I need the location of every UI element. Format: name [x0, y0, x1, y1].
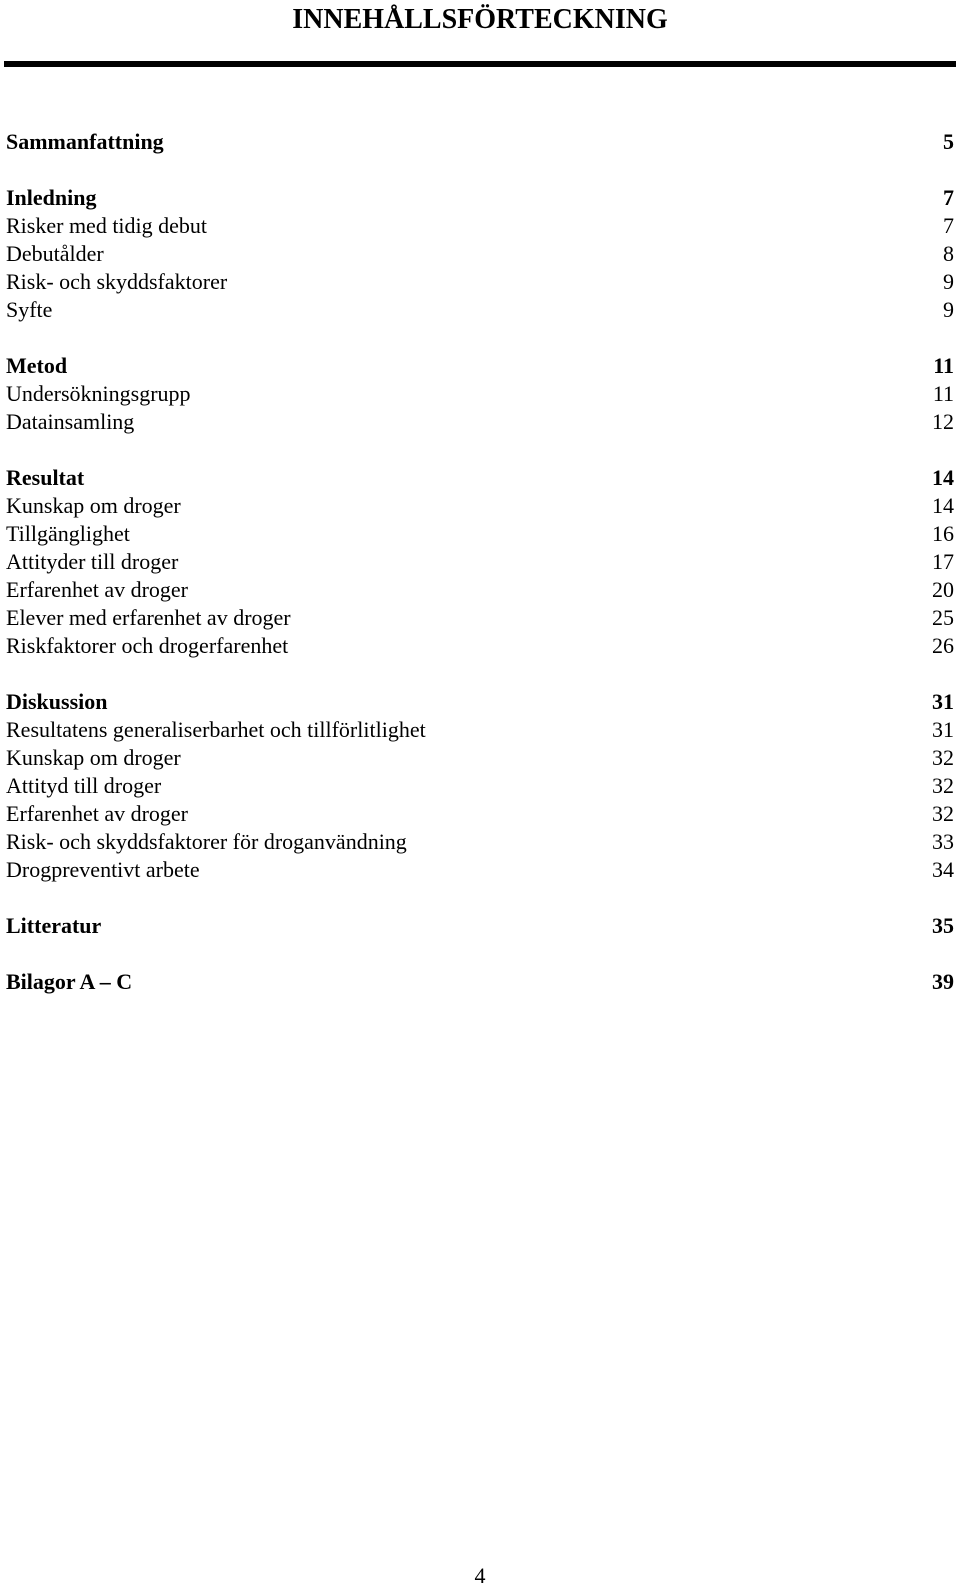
table-of-contents [6, 128, 954, 1024]
toc-heading-label: Resultat [6, 465, 85, 490]
toc-entry [6, 744, 954, 772]
toc-entry [6, 408, 954, 436]
toc-entry-label: Kunskap om droger [6, 493, 181, 518]
toc-entry-page: 20 [932, 577, 954, 602]
title-divider [4, 61, 956, 67]
toc-entry-label: Debutålder [6, 241, 104, 266]
toc-section [6, 128, 954, 156]
page-title: INNEHÅLLSFÖRTECKNING [292, 4, 668, 35]
toc-entry-label: Undersökningsgrupp [6, 381, 191, 406]
toc-section [6, 184, 954, 324]
toc-entry [6, 380, 954, 408]
toc-entry-label: Drogpreventivt arbete [6, 857, 200, 882]
toc-entry-label: Erfarenhet av droger [6, 801, 189, 826]
toc-entry-page: 12 [932, 409, 954, 434]
toc-entry [6, 604, 954, 632]
toc-section [6, 912, 954, 940]
toc-entry-label: Risk- och skyddsfaktorer för droganvändning [6, 829, 407, 854]
toc-entry [6, 632, 954, 660]
toc-entry-label: Erfarenhet av droger [6, 577, 189, 602]
toc-entry-label: Risk- och skyddsfaktorer [6, 269, 228, 294]
toc-entry-label: Attityder till droger [6, 549, 179, 574]
toc-entry [6, 240, 954, 268]
toc-heading-label: Metod [6, 353, 68, 378]
toc-entry [6, 576, 954, 604]
toc-entry-page: 33 [932, 829, 954, 854]
toc-heading [6, 968, 954, 996]
toc-heading [6, 184, 954, 212]
toc-entry [6, 856, 954, 884]
toc-entry [6, 828, 954, 856]
toc-entry [6, 492, 954, 520]
toc-heading-page: 31 [932, 689, 954, 714]
toc-heading-page: 7 [943, 185, 954, 210]
toc-entry-label: Riskfaktorer och drogerfarenhet [6, 633, 289, 658]
toc-heading [6, 912, 954, 940]
toc-entry-label: Resultatens generaliserbarhet och tillförlitlighet [6, 717, 426, 742]
toc-heading-page: 11 [933, 353, 954, 378]
toc-entry-page: 26 [932, 633, 954, 658]
toc-heading-page: 14 [932, 465, 954, 490]
toc-entry [6, 268, 954, 296]
toc-entry-page: 32 [932, 801, 954, 826]
toc-entry-page: 32 [932, 745, 954, 770]
toc-entry-label: Syfte [6, 297, 53, 322]
toc-entry-page: 8 [943, 241, 954, 266]
toc-entry-label: Attityd till droger [6, 773, 162, 798]
toc-entry-label: Elever med erfarenhet av droger [6, 605, 291, 630]
toc-entry [6, 548, 954, 576]
toc-entry-page: 34 [932, 857, 954, 882]
toc-entry-page: 14 [932, 493, 954, 518]
toc-entry [6, 716, 954, 744]
toc-entry-label: Tillgänglighet [6, 521, 130, 546]
toc-heading-label: Inledning [6, 185, 97, 210]
toc-entry [6, 800, 954, 828]
toc-entry [6, 772, 954, 800]
toc-entry-page: 17 [932, 549, 954, 574]
toc-heading [6, 128, 954, 156]
toc-heading-label: Diskussion [6, 689, 108, 714]
toc-heading [6, 464, 954, 492]
toc-heading-page: 35 [932, 913, 954, 938]
toc-heading [6, 352, 954, 380]
toc-entry [6, 212, 954, 240]
toc-entry-page: 25 [932, 605, 954, 630]
toc-heading [6, 688, 954, 716]
toc-heading-page: 39 [932, 969, 954, 994]
toc-heading-label: Litteratur [6, 913, 102, 938]
toc-entry-page: 16 [932, 521, 954, 546]
toc-entry-page: 9 [943, 269, 954, 294]
toc-section [6, 352, 954, 436]
toc-heading-label: Bilagor A – C [6, 969, 133, 994]
toc-section [6, 688, 954, 884]
toc-entry-page: 11 [932, 381, 954, 406]
toc-entry-label: Kunskap om droger [6, 745, 181, 770]
toc-section [6, 968, 954, 996]
toc-section [6, 464, 954, 660]
toc-heading-label: Sammanfattning [6, 129, 164, 154]
toc-entry [6, 520, 954, 548]
toc-entry-label: Risker med tidig debut [6, 213, 208, 238]
toc-entry-page: 7 [943, 213, 954, 238]
page-number: 4 [474, 1563, 486, 1588]
toc-entry [6, 296, 954, 324]
toc-entry-page: 9 [943, 297, 954, 322]
toc-entry-page: 31 [932, 717, 954, 742]
toc-entry-label: Datainsamling [6, 409, 135, 434]
toc-heading-page: 5 [943, 129, 954, 154]
toc-entry-page: 32 [932, 773, 954, 798]
